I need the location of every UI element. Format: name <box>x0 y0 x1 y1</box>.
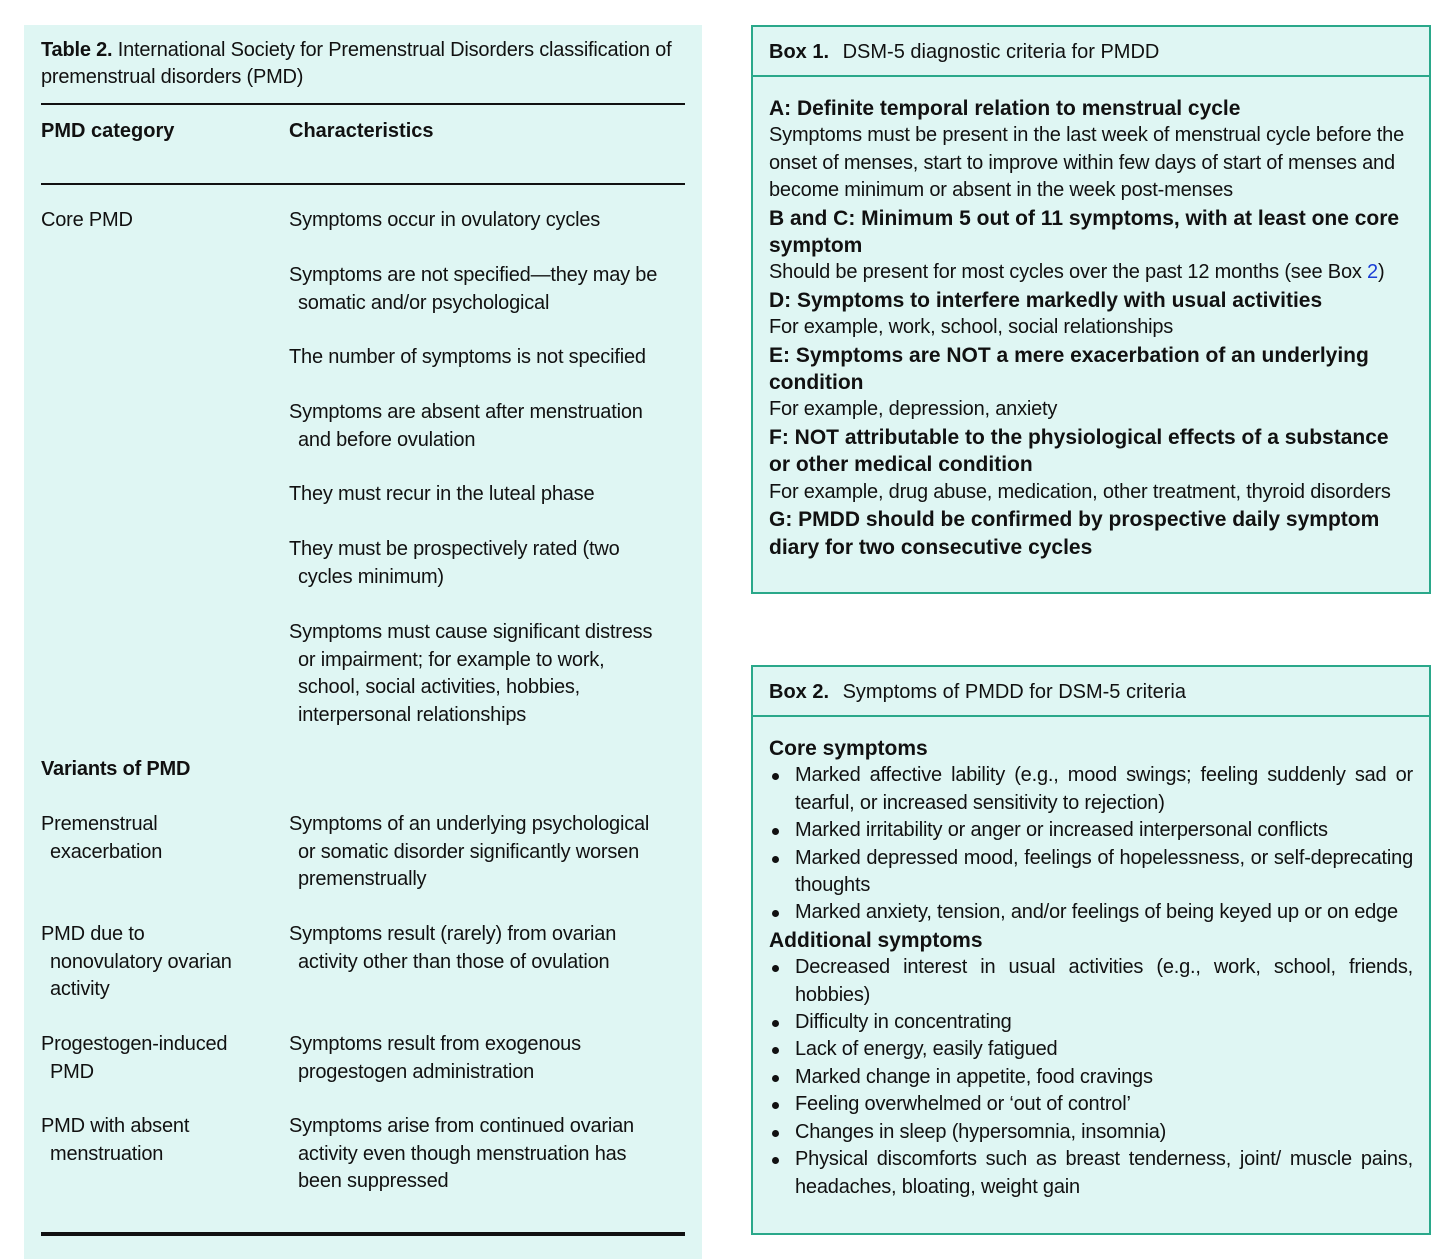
list-item: Marked anxiety, tension, and/or feelings of being keyed up or on edge <box>769 899 1413 926</box>
table-cell-characteristic <box>289 481 689 509</box>
criterion-heading: E: Symptoms are NOT a mere exacerbation of an underlying condition <box>769 343 1369 395</box>
additional-symptoms-list <box>769 954 1413 1201</box>
table-caption <box>41 37 691 91</box>
table-cell-characteristic <box>289 1113 689 1196</box>
cell-line: Progestogen-induced <box>41 1033 228 1055</box>
box-1-body <box>753 77 1429 561</box>
list-item: Decreased interest in usual activities (e.g., work, school, friends, hobbies) <box>769 954 1413 1009</box>
table-row-category: Core PMD <box>41 209 133 231</box>
table-header-rule <box>41 183 685 185</box>
cell-line: Symptoms occur in ovulatory cycles <box>289 209 601 231</box>
cell-line: activity <box>50 978 110 1000</box>
box-2-body <box>753 717 1429 1201</box>
cell-line: Symptoms are not specified—they may be <box>289 264 658 286</box>
cell-line: cycles minimum) <box>298 565 444 588</box>
cell-line: Symptoms result from exogenous <box>289 1033 581 1055</box>
cell-line: or somatic disorder significantly worsen <box>298 840 640 863</box>
cell-line: Symptoms of an underlying psychological <box>289 813 650 835</box>
list-item: Changes in sleep (hypersomnia, insomnia) <box>769 1119 1413 1146</box>
table-cell-characteristic <box>289 262 689 317</box>
cell-line: activity other than those of ovulation <box>298 950 610 973</box>
criterion-heading: G: PMDD should be confirmed by prospective daily symptom diary for two consecutive cycles <box>769 508 1380 559</box>
criterion-text <box>769 259 1413 286</box>
table-cell-characteristic <box>289 207 689 235</box>
list-item: Marked change in appetite, food cravings <box>769 1064 1413 1091</box>
box-1-label: Box 1. <box>769 41 830 63</box>
criterion-text-part: Should be present for most cycles over the past 12 months (see Box <box>769 261 1368 284</box>
box-1-dsm5-criteria <box>751 25 1431 594</box>
criterion-heading: D: Symptoms to interfere markedly with usual activities <box>769 288 1323 312</box>
cell-line: They must recur in the luteal phase <box>289 483 595 505</box>
cell-line: been suppressed <box>298 1170 449 1192</box>
box-2-pmdd-symptoms <box>751 665 1431 1235</box>
list-item: Feeling overwhelmed or ‘out of control’ <box>769 1091 1413 1118</box>
box-2-header <box>753 667 1429 717</box>
cell-line: PMD with absent <box>41 1115 190 1137</box>
box-2-reference-link[interactable]: 2 <box>1367 261 1378 284</box>
column-header-category: PMD category <box>41 120 175 142</box>
cell-line: school, social activities, hobbies, <box>298 676 581 698</box>
cell-line: The number of symptoms is not specified <box>289 346 646 368</box>
cell-line: nonovulatory ovarian <box>50 950 232 973</box>
cell-line: Symptoms result (rarely) from ovarian <box>289 923 617 945</box>
list-item: Marked irritability or anger or increased interpersonal conflicts <box>769 817 1413 844</box>
list-item: Marked affective lability (e.g., mood swings; feeling suddenly sad or tearful, or increased sensitivity to rejection) <box>769 762 1413 817</box>
cell-line: They must be prospectively rated (two <box>289 538 620 560</box>
table-cell-characteristic <box>289 811 689 894</box>
cell-line: premenstrually <box>298 868 427 890</box>
cell-line: Premenstrual <box>41 813 158 835</box>
criterion-text: For example, work, school, social relationships <box>769 316 1174 339</box>
table-cell-characteristic <box>289 619 689 729</box>
cell-line: activity even though menstruation has <box>298 1142 627 1165</box>
criterion-text: For example, drug abuse, medication, other treatment, thyroid disorders <box>769 480 1391 503</box>
additional-symptoms-heading: Additional symptoms <box>769 928 983 952</box>
list-item: Physical discomforts such as breast tenderness, joint/ muscle pains, headaches, bloating, weight gain <box>769 1146 1413 1201</box>
core-symptoms-heading: Core symptoms <box>769 737 928 760</box>
cell-line: Symptoms arise from continued ovarian <box>289 1115 634 1137</box>
cell-line: progestogen administration <box>298 1060 535 1083</box>
cell-line: somatic and/or psychological <box>298 291 550 314</box>
table-top-rule <box>41 103 685 105</box>
box-2-label: Box 2. <box>769 681 830 703</box>
table-caption-text: International Society for Premenstrual Disorders classification of premenstrual disorders (PMD) <box>41 39 672 88</box>
criterion-heading: A: Definite temporal relation to menstrual cycle <box>769 97 1241 120</box>
cell-line: and before ovulation <box>298 428 476 451</box>
list-item: Marked depressed mood, feelings of hopelessness, or self-deprecating thoughts <box>769 845 1413 900</box>
criterion-heading: B and C: Minimum 5 out of 11 symptoms, with at least one core symptom <box>769 206 1400 258</box>
criterion-heading: F: NOT attributable to the physiological effects of a substance or other medical condition <box>769 425 1389 477</box>
table-cell-characteristic <box>289 1031 689 1086</box>
cell-line: Symptoms are absent after menstruation <box>289 401 643 423</box>
criterion-text: Symptoms must be present in the last week of menstrual cycle before the onset of menses, start to improve within few days of start of menses and become minimum or absent in the week post-menses <box>769 124 1404 202</box>
cell-line: PMD due to <box>41 923 145 945</box>
table-bottom-rule <box>41 1232 685 1236</box>
table-row-category <box>41 921 266 1004</box>
box-1-header <box>753 27 1429 77</box>
table-cell-characteristic <box>289 921 689 976</box>
list-item: Difficulty in concentrating <box>769 1009 1413 1036</box>
table-cell-characteristic <box>289 536 689 591</box>
table-row-category <box>41 811 266 866</box>
variants-heading: Variants of PMD <box>41 758 191 780</box>
cell-line: exacerbation <box>50 840 163 863</box>
table-cell-characteristic <box>289 399 689 454</box>
cell-line: menstruation <box>50 1142 164 1165</box>
table-caption-label: Table 2. <box>41 39 113 61</box>
criterion-text: For example, depression, anxiety <box>769 398 1058 421</box>
box-2-title: Symptoms of PMDD for DSM-5 criteria <box>842 681 1186 703</box>
box-1-title: DSM-5 diagnostic criteria for PMDD <box>842 41 1160 63</box>
table-cell-characteristic <box>289 344 689 372</box>
cell-line: or impairment; for example to work, <box>298 648 605 671</box>
column-header-characteristics: Characteristics <box>289 120 434 142</box>
list-item: Lack of energy, easily fatigued <box>769 1036 1413 1063</box>
cell-line: PMD <box>50 1060 94 1083</box>
core-symptoms-list <box>769 762 1413 926</box>
table-row-category <box>41 1113 266 1168</box>
criterion-text-part: ) <box>1377 261 1385 284</box>
table-2 <box>24 25 702 1259</box>
cell-line: Symptoms must cause significant distress <box>289 621 653 643</box>
table-row-category <box>41 1031 266 1086</box>
cell-line: interpersonal relationships <box>298 703 527 726</box>
